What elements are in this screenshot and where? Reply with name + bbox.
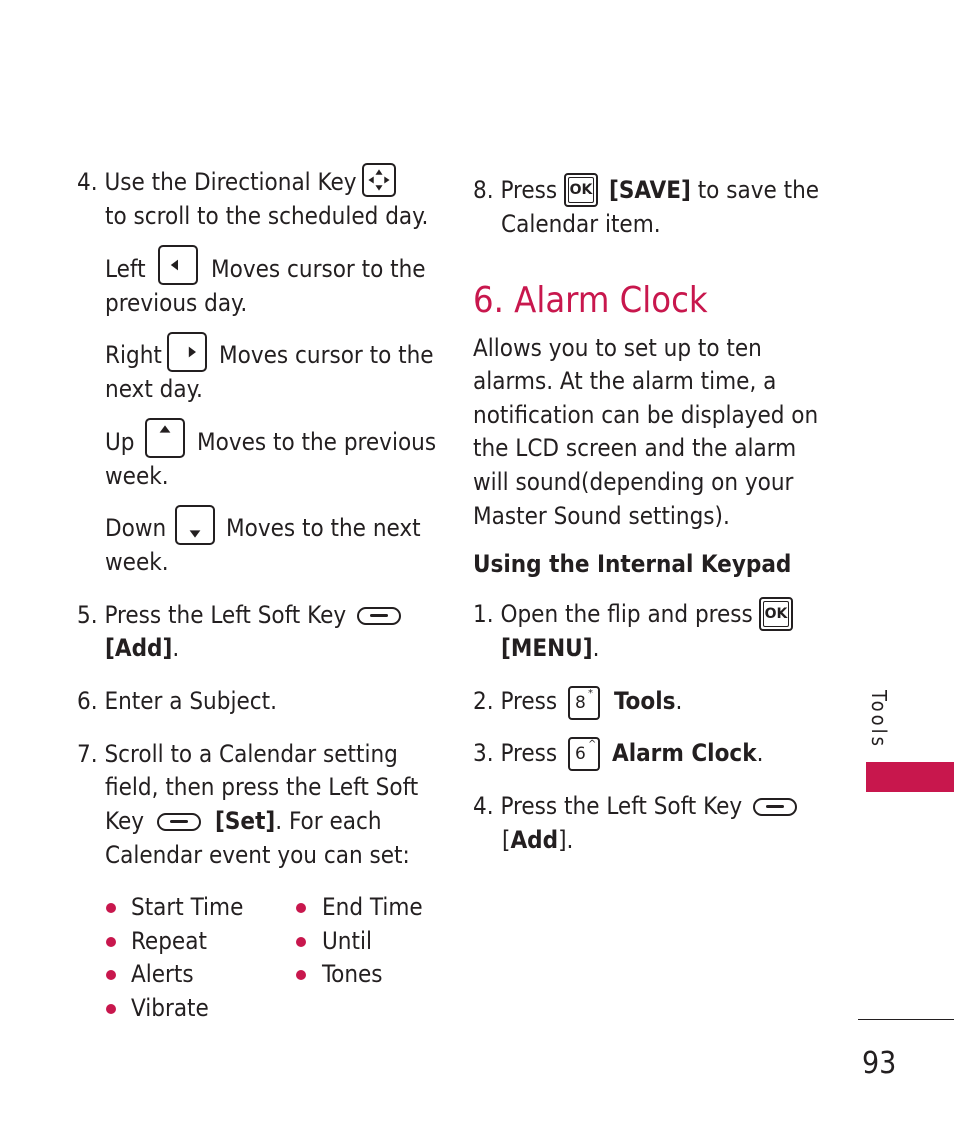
step-text: Use the Directional Key xyxy=(104,168,357,196)
step-8-pre xyxy=(473,174,557,208)
step-3-pre xyxy=(473,737,557,771)
bullet-icon xyxy=(106,903,116,913)
step-4-line-1 xyxy=(77,166,357,200)
key-right-desc-2: next day. xyxy=(105,375,203,403)
step-number: 7. xyxy=(77,740,98,768)
step-2-pre xyxy=(473,685,557,719)
step-text: . For each xyxy=(275,807,382,835)
bullet-alerts: Alerts xyxy=(131,960,194,988)
step-number: 3. xyxy=(473,739,494,767)
period: . xyxy=(592,634,600,662)
set-action: [Set] xyxy=(215,807,276,835)
step-7-line-4: Calendar event you can set: xyxy=(105,841,410,869)
step-2-post xyxy=(614,685,682,719)
bullet-vibrate: Vibrate xyxy=(131,994,209,1022)
step-text: Press the Left Soft Key xyxy=(500,792,743,820)
add-action: Add xyxy=(510,826,559,854)
intro-line: notification can be displayed on xyxy=(473,401,819,429)
bullet-repeat: Repeat xyxy=(131,927,207,955)
ok-key-icon: OK xyxy=(564,173,598,207)
left-arrow-key-icon xyxy=(158,245,198,285)
step-number: 6. xyxy=(77,687,98,715)
side-tab-label: Tools xyxy=(867,690,891,749)
step-number: 2. xyxy=(473,687,494,715)
bullet-icon xyxy=(296,937,306,947)
step-1-line-2 xyxy=(501,632,599,666)
up-arrow-key-icon xyxy=(145,418,185,458)
bullet-icon xyxy=(106,937,116,947)
menu-action: [MENU] xyxy=(501,634,593,662)
step-7-line-2: field, then press the Left Soft xyxy=(105,773,419,801)
step-text: Press the Left Soft Key xyxy=(104,601,347,629)
bullet-until: Until xyxy=(322,927,372,955)
step-text: Press xyxy=(500,687,558,715)
intro-line: Allows you to set up to ten xyxy=(473,334,762,362)
step-4-line-2 xyxy=(502,824,573,858)
number-8-key-icon xyxy=(568,686,600,720)
step-text: Scroll to a Calendar setting xyxy=(104,740,398,768)
subheading: Using the Internal Keypad xyxy=(473,550,792,578)
key-up-desc: Moves to the previous xyxy=(197,428,437,456)
step-4-pre xyxy=(473,790,742,824)
step-text: Enter a Subject. xyxy=(104,687,277,715)
bullet-tones: Tones xyxy=(322,960,383,988)
footer-rule xyxy=(858,1019,954,1020)
step-text: Press xyxy=(500,739,558,767)
step-number: 5. xyxy=(77,601,98,629)
step-number: 4. xyxy=(77,168,98,196)
add-action: [Add] xyxy=(105,634,173,662)
right-arrow-key-icon xyxy=(167,332,207,372)
step-1-pre xyxy=(473,598,753,632)
tools-action: Tools xyxy=(614,687,676,715)
intro-line: alarms. At the alarm time, a xyxy=(473,367,777,395)
step-number: 8. xyxy=(473,176,494,204)
key-left-desc-2: previous day. xyxy=(105,289,248,317)
intro-line: the LCD screen and the alarm xyxy=(473,434,797,462)
alarm-clock-action: Alarm Clock xyxy=(612,739,757,767)
ok-key-icon: OK xyxy=(759,597,793,631)
step-8-line-2: Calendar item. xyxy=(501,210,661,238)
bullet-icon xyxy=(296,903,306,913)
step-5-line-1 xyxy=(77,599,346,633)
intro-line: will sound(depending on your xyxy=(473,468,794,496)
page-number: 93 xyxy=(862,1046,897,1081)
step-3-post xyxy=(612,737,763,771)
period: . xyxy=(675,687,683,715)
bullet-icon xyxy=(106,970,116,980)
left-soft-key-icon xyxy=(753,798,797,816)
bullet-icon xyxy=(106,1004,116,1014)
step-4-line-2: to scroll to the scheduled day. xyxy=(105,202,429,230)
key-up-desc-2: week. xyxy=(105,462,169,490)
period: . xyxy=(756,739,764,767)
step-5-line-2 xyxy=(105,632,179,666)
period: . xyxy=(172,634,180,662)
step-7-line-3-post xyxy=(215,805,382,839)
key-right-desc: Moves cursor to the xyxy=(219,341,434,369)
left-soft-key-icon xyxy=(357,607,401,625)
bullet-icon xyxy=(296,970,306,980)
key-down-label: Down xyxy=(105,514,167,542)
number-6-key-icon xyxy=(568,737,600,771)
key-right-label: Right xyxy=(105,341,162,369)
save-action: [SAVE] xyxy=(609,176,691,204)
step-text: to save the xyxy=(697,176,820,204)
section-heading: 6. Alarm Clock xyxy=(473,280,708,321)
step-text: Press xyxy=(500,176,558,204)
step-text: Open the flip and press xyxy=(500,600,753,628)
key-left-label: Left xyxy=(105,255,146,283)
left-soft-key-icon xyxy=(157,813,201,831)
step-number: 1. xyxy=(473,600,494,628)
key-digit: 6 xyxy=(575,744,586,764)
down-arrow-key-icon xyxy=(175,505,215,545)
bullet-start-time: Start Time xyxy=(131,893,244,921)
directional-key-icon xyxy=(362,163,396,197)
side-tab-marker xyxy=(866,762,954,792)
key-digit: 8 xyxy=(575,693,586,713)
bracket: [ xyxy=(502,826,511,854)
key-down-desc-2: week. xyxy=(105,548,169,576)
period: . xyxy=(566,826,574,854)
step-6 xyxy=(77,685,277,719)
key-left-desc: Moves cursor to the xyxy=(211,255,426,283)
key-symbol: * xyxy=(588,688,593,699)
intro-line: Master Sound settings). xyxy=(473,502,730,530)
key-down-desc: Moves to the next xyxy=(226,514,421,542)
step-8-post xyxy=(609,174,819,208)
bullet-end-time: End Time xyxy=(322,893,423,921)
step-number: 4. xyxy=(473,792,494,820)
key-symbol: ^ xyxy=(588,739,597,750)
bracket: ] xyxy=(558,826,567,854)
step-7-line-1 xyxy=(77,738,398,772)
step-7-line-3-pre: Key xyxy=(105,807,145,835)
key-up-label: Up xyxy=(105,428,135,456)
